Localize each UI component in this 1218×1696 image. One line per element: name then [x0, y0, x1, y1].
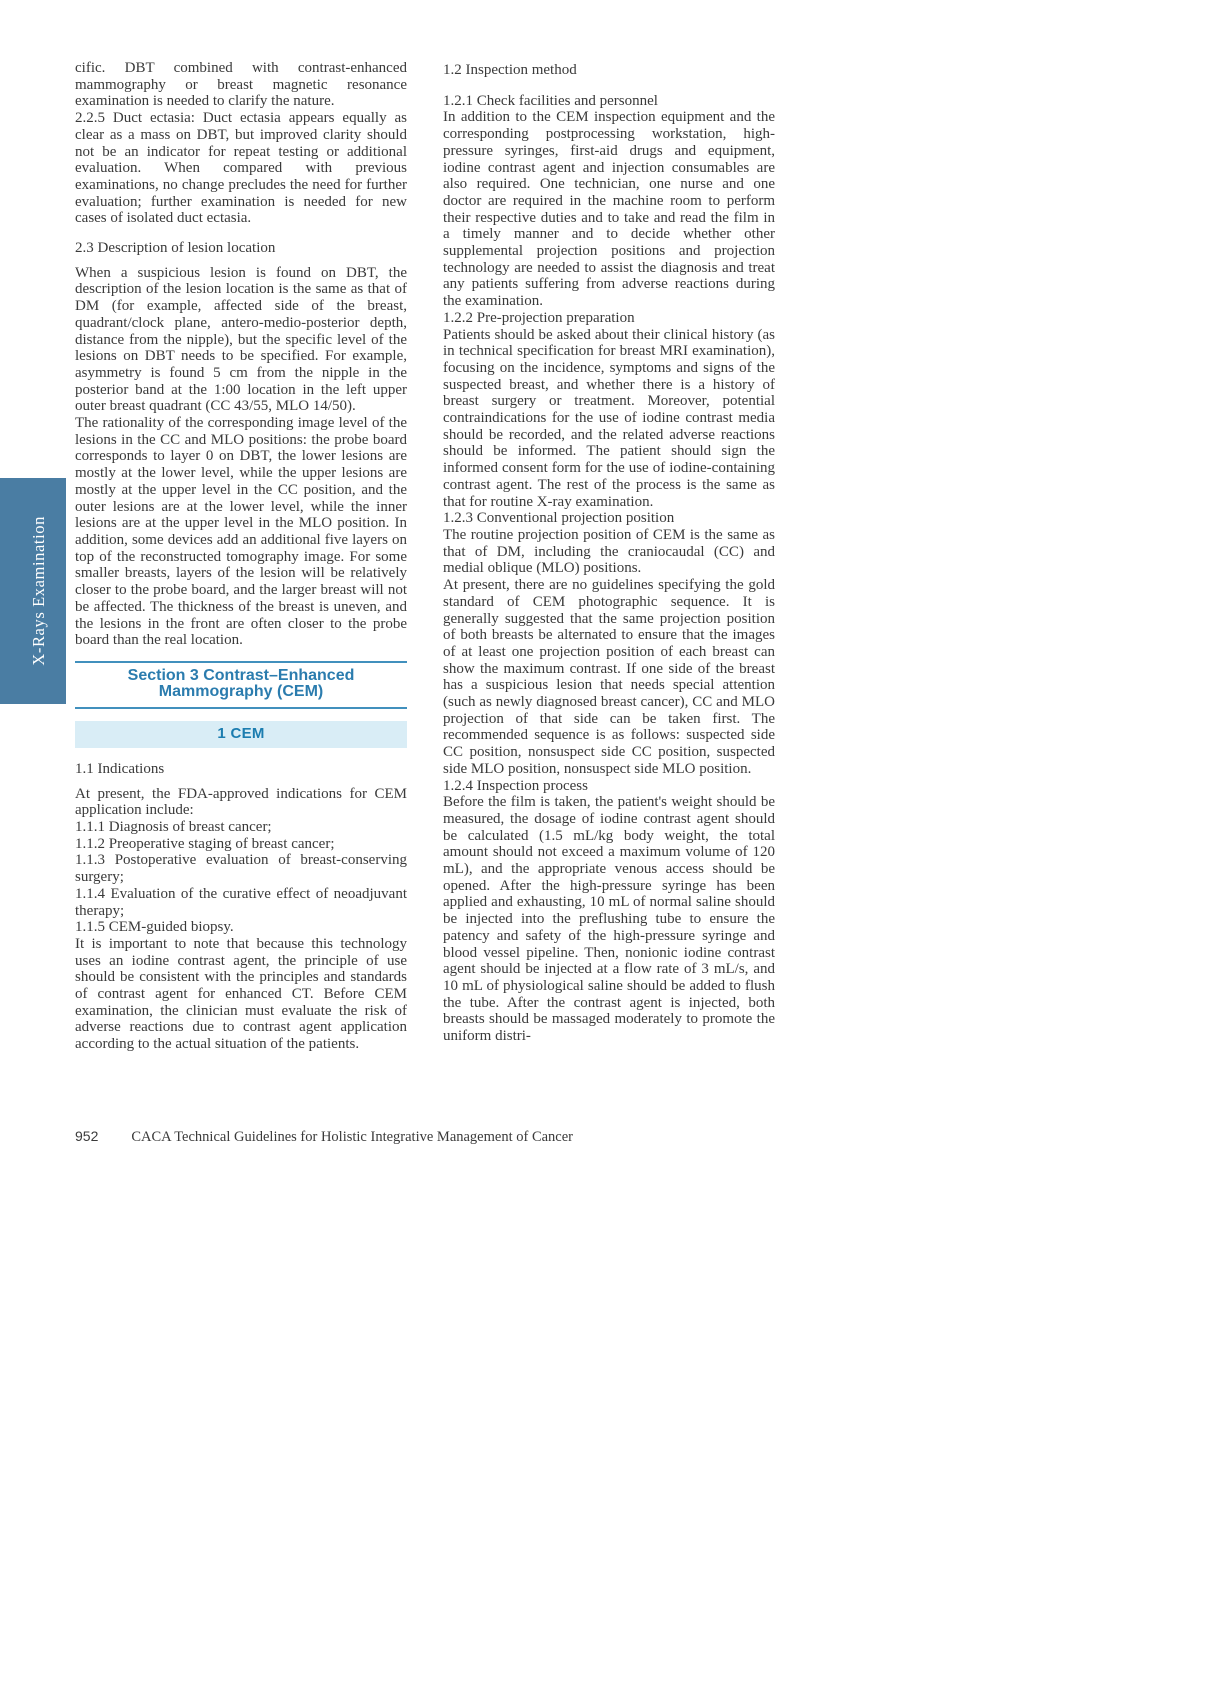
- body-paragraph: 2.2.5 Duct ectasia: Duct ectasia appears equally as clear as a mass on DBT, but improved clarity should not be an indicator for repeat testing or additional evaluation. When compared with previous examinations, no change precludes the need for further evaluation; further examination is needed for new cases of isolated duct ectasia.: [75, 110, 407, 227]
- left-column: [75, 60, 407, 1053]
- body-paragraph: 1.1.5 CEM-guided biopsy.: [75, 919, 234, 936]
- body-paragraph: At present, the FDA-approved indications for CEM application include:: [75, 785, 407, 819]
- page-number: 952: [75, 1128, 99, 1144]
- body-paragraph: 1.1.2 Preoperative staging of breast cancer;: [75, 835, 335, 852]
- body-paragraph: It is important to note that because this technology uses an iodine contrast agent, the principle of use should be consistent with the principles and standards of contrast agent for enhanced CT. Before CEM examination, the clinician must evaluate the risk of adverse reactions due to contrast agent application according to the actual situation of the patients.: [75, 935, 407, 1053]
- chapter-tab-label: X-Rays Examination: [29, 516, 48, 666]
- page-body: [75, 60, 775, 1053]
- section-title: Section 3 Contrast–Enhanced Mammography (CEM): [127, 666, 355, 701]
- running-footer-title: CACA Technical Guidelines for Holistic Integrative Management of Cancer: [131, 1129, 574, 1145]
- subsection-heading: 1.1 Indications: [75, 760, 165, 777]
- body-paragraph: 1.1.1 Diagnosis of breast cancer;: [75, 819, 272, 836]
- body-paragraph: In addition to the CEM inspection equipment and the corresponding postprocessing workstation, high-pressure syringes, first-aid drugs and equipment, iodine contrast agent and injection consumables are also required. One technician, one nurse and one doctor are required in the machine room to perform their respective duties and to take and read the film in a timely manner and to decide whether other supplemental projection positions and projection technology are needed to assist the diagnosis and treat any patients suffering from adverse reactions during the examination.: [443, 109, 775, 310]
- body-paragraph: At present, there are no guidelines specifying the gold standard of CEM photographic sequence. It is generally suggested that the same projection position of both breasts be alternated to ensure that the images of at least one projection position of each breast can show the maximum contrast. If one side of the breast has a suspicious lesion that needs special attention (such as newly diagnosed breast cancer), CC and MLO projection of that side can be taken first. The recommended sequence is as follows: suspected side CC position, nonsuspect side CC position, suspected side MLO position, nonsuspect side MLO position.: [443, 577, 775, 777]
- body-paragraph: 1.1.3 Postoperative evaluation of breast-conserving surgery;: [75, 852, 407, 886]
- chapter-edge-tab: [0, 478, 66, 704]
- body-paragraph: The routine projection position of CEM is the same as that of DM, including the craniocaudal (CC) and medial oblique (MLO) positions.: [443, 526, 775, 577]
- body-paragraph: Before the film is taken, the patient's weight should be measured, the dosage of iodine contrast agent should be calculated (1.5 mL/kg body weight, the total amount should not exceed a maximum volume of 120 mL), and the appropriate venous access should be opened. After the high-pressure syringe has been applied and exhausting, 10 mL of normal saline should be injected into the preflushing tube to ensure the patency and safety of the high-pressure syringe and blood vessel pipeline. Then, nonionic iodine contrast agent should be injected at a flow rate of 3 mL/s, and 10 mL of physiological saline should be added to flush the tube. After the contrast agent is injected, both breasts should be massaged moderately to promote the uniform distri-: [443, 794, 775, 1045]
- body-paragraph: 1.1.4 Evaluation of the curative effect of neoadjuvant therapy;: [75, 885, 407, 919]
- page-footer: [75, 1128, 573, 1146]
- section-banner: [75, 661, 407, 709]
- body-paragraph: The rationality of the corresponding image level of the lesions in the CC and MLO positions: the probe board corresponds to layer 0 on DBT, the lower lesions are mostly at the lower level, while the upper lesions are mostly at the upper level in the CC position, and the outer lesions are at the lower level, while the inner lesions are at the upper level in the MLO position. In addition, some devices add an additional five layers on top of the reconstructed tomography image. For some smaller breasts, layers of the lesion will be relatively closer to the probe board, and the larger breast will not be affected. The thickness of the breast is uneven, and the lesions in the front are often closer to the probe board than the real location.: [75, 415, 407, 649]
- subsection-heading: 2.3 Description of lesion location: [75, 240, 276, 257]
- right-column: [443, 60, 775, 1053]
- body-paragraph: 1.2.2 Pre-projection preparation: [443, 309, 635, 326]
- body-paragraph: cific. DBT combined with contrast-enhanced mammography or breast magnetic resonance examination is needed to clarify the nature.: [75, 60, 407, 110]
- chapter-heading-box: 1 CEM: [75, 721, 407, 748]
- body-paragraph: 1.2.4 Inspection process: [443, 777, 588, 794]
- subsection-heading: 1.2 Inspection method: [443, 62, 577, 78]
- body-paragraph: 1.2.1 Check facilities and personnel: [443, 92, 658, 109]
- body-paragraph: 1.2.3 Conventional projection position: [443, 510, 675, 527]
- body-paragraph: Patients should be asked about their clinical history (as in technical specification for breast MRI examination), focusing on the incidence, symptoms and signs of the suspected breast, and whether there is a history of breast surgery or treatment. Moreover, potential contraindications for the use of iodine contrast media should be recorded, and the related adverse reactions should be informed. The patient should sign the informed consent form for the use of iodine-containing contrast agent. The rest of the process is the same as that for routine X-ray examination.: [443, 326, 775, 510]
- body-paragraph: When a suspicious lesion is found on DBT, the description of the lesion location is the same as that of DM (for example, affected side of the breast, quadrant/clock plane, antero-medio-posterior depth, distance from the nipple), but the specific level of the lesions on DBT needs to be specified. For example, asymmetry is found 5 cm from the nipple in the posterior band at the 1:00 location in the left upper outer breast quadrant (CC 43/55, MLO 14/50).: [75, 264, 407, 415]
